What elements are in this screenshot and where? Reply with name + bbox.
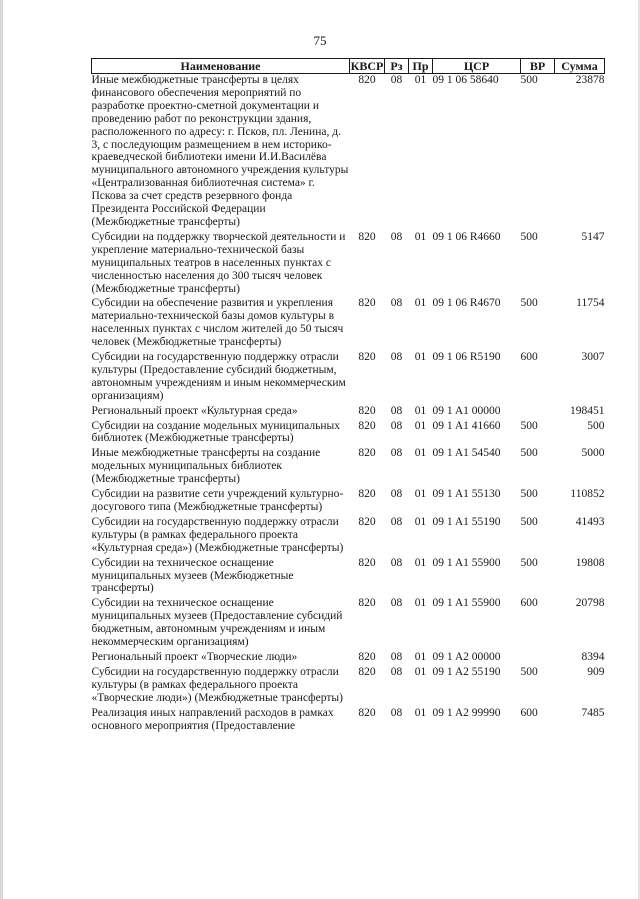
row-kvsr: 820 [358, 419, 376, 432]
row-sum: 7485 [581, 706, 605, 719]
row-name: Субсидии на техническое оснащение муниципальных музеев (Предоставление субсидий бюджетным, автономным учреждениям и иным некоммерческим организациям) [91, 597, 343, 649]
row-sum: 5147 [581, 230, 605, 243]
row-rz: 08 [390, 419, 403, 432]
row-rz: 08 [390, 650, 403, 663]
row-vr [521, 405, 555, 420]
row-sum: 3007 [581, 351, 605, 364]
header-name: Наименование [92, 59, 350, 74]
row-pr: 01 [414, 297, 427, 310]
row-name: Реализация иных направлений расходов в рамках основного мероприятия (Предоставление [91, 706, 334, 732]
row-pr: 01 [414, 230, 427, 243]
row-name: Субсидии на создание модельных муниципальных библиотек (Межбюджетные трансферты) [91, 419, 340, 445]
row-csr: 09 1 A1 55900 [432, 556, 501, 569]
row-csr: 09 1 06 R4660 [432, 230, 501, 243]
row-sum: 909 [587, 665, 605, 678]
row-name: Субсидии на государственную поддержку отрасли культуры (в рамках федерального проекта «Творческие люди») (Межбюджетные трансферты) [91, 665, 343, 704]
table-row [92, 516, 605, 557]
row-kvsr: 820 [358, 515, 376, 528]
row-vr: 600 [520, 351, 538, 364]
header-pr: Пр [409, 59, 433, 74]
row-name: Иные межбюджетные трансферты на создание модельных муниципальных библиотек (Межбюджетные трансферты) [91, 447, 321, 486]
row-rz: 08 [390, 515, 403, 528]
row-sum: 11754 [576, 297, 605, 310]
row-vr: 500 [520, 419, 538, 432]
row-csr: 09 1 A1 00000 [432, 404, 501, 417]
row-csr: 09 1 A2 99990 [432, 706, 501, 719]
row-kvsr: 820 [358, 74, 376, 86]
row-name: Субсидии на поддержку творческой деятельности и укрепление материально-технической базы муниципальных театров в населенных пунктах с численностью населения до 300 тысяч человек (Межбюджетные трансферты) [91, 230, 346, 295]
row-vr: 500 [520, 515, 538, 528]
row-kvsr: 820 [358, 665, 376, 678]
row-sum: 110852 [570, 488, 605, 501]
row-kvsr: 820 [358, 230, 376, 243]
row-csr: 09 1 A1 55190 [432, 515, 501, 528]
row-kvsr: 820 [358, 597, 376, 610]
row-rz: 08 [390, 665, 403, 678]
table-row [92, 405, 605, 420]
row-name: Субсидии на техническое оснащение муниципальных музеев (Межбюджетные трансферты) [91, 556, 294, 595]
row-rz: 08 [390, 74, 403, 86]
row-rz: 08 [390, 556, 403, 569]
row-vr: 600 [520, 706, 538, 719]
header-csr: ЦСР [433, 59, 521, 74]
row-sum: 8394 [581, 650, 605, 663]
header-rz: Рз [385, 59, 409, 74]
row-sum: 23878 [575, 74, 605, 86]
row-pr: 01 [414, 706, 427, 719]
row-rz: 08 [390, 447, 403, 460]
row-csr: 09 1 06 R4670 [432, 297, 501, 310]
row-sum: 198451 [570, 404, 605, 417]
row-kvsr: 820 [358, 447, 376, 460]
row-csr: 09 1 A1 41660 [432, 419, 501, 432]
row-pr: 01 [414, 597, 427, 610]
page-number: 75 [313, 33, 327, 48]
row-vr: 500 [520, 297, 538, 310]
table-row [92, 666, 605, 707]
row-name: Субсидии на государственную поддержку отрасли культуры (в рамках федерального проекта «Культурная среда») (Межбюджетные трансферты) [91, 515, 344, 554]
row-kvsr: 820 [358, 706, 376, 719]
row-csr: 09 1 A1 55900 [432, 597, 501, 610]
row-vr: 500 [520, 447, 538, 460]
row-kvsr: 820 [358, 351, 376, 364]
row-pr: 01 [414, 351, 427, 364]
row-name: Субсидии на государственную поддержку отрасли культуры (Предоставление субсидий бюджетным, автономным учреждениям и иным некоммерческим организациям) [91, 351, 346, 402]
row-vr [521, 651, 555, 666]
row-sum: 41493 [575, 515, 605, 528]
row-sum: 20798 [575, 597, 605, 610]
row-kvsr: 820 [358, 297, 376, 310]
row-kvsr: 820 [358, 650, 376, 663]
row-csr: 09 1 A2 55190 [432, 665, 501, 678]
row-pr: 01 [414, 556, 427, 569]
row-vr: 600 [520, 597, 538, 610]
row-name: Иные межбюджетные трансферты в целях финансового обеспечения мероприятий по разработке проектно-сметной документации и проведению работ по реконструкции здания, расположенного по адресу: г. Псков, пл. Ленина, д. 3, с последующим размещением в нем историко-краеведческой библиотеки имени И.И.Василёва муниципального автономного учреждения культуры «Централизованная библиотечная система» г. Пскова за счет средств резервного фонда Президента Российской Федерации (Межбюджетные трансферты) [91, 74, 349, 228]
row-sum: 5000 [581, 447, 605, 460]
row-csr: 09 1 A2 00000 [432, 650, 501, 663]
row-rz: 08 [390, 706, 403, 719]
row-name: Региональный проект «Творческие люди» [91, 650, 298, 663]
row-kvsr: 820 [358, 556, 376, 569]
table-row [92, 557, 605, 598]
table-header-row [92, 59, 605, 74]
budget-table [91, 58, 605, 734]
table-row [92, 351, 605, 405]
row-name: Региональный проект «Культурная среда» [91, 404, 298, 417]
row-kvsr: 820 [358, 404, 376, 417]
table-row [92, 651, 605, 666]
row-pr: 01 [414, 665, 427, 678]
table-row [92, 488, 605, 516]
row-sum: 500 [587, 419, 605, 432]
row-name: Субсидии на развитие сети учреждений культурно-досугового типа (Межбюджетные трансферты) [91, 488, 344, 513]
row-vr: 500 [520, 230, 538, 243]
table-row [92, 707, 605, 735]
scan-edge-left [0, 0, 3, 899]
row-csr: 09 1 A1 54540 [432, 447, 501, 460]
row-rz: 08 [390, 597, 403, 610]
table-row [92, 297, 605, 351]
header-vr: ВР [521, 59, 555, 74]
row-pr: 01 [414, 74, 427, 86]
row-vr: 500 [520, 488, 538, 501]
table-row [92, 231, 605, 298]
row-rz: 08 [390, 351, 403, 364]
row-vr: 500 [520, 665, 538, 678]
row-pr: 01 [414, 404, 427, 417]
table-row [92, 420, 605, 448]
row-pr: 01 [414, 515, 427, 528]
row-csr: 09 1 A1 55130 [432, 488, 501, 501]
row-kvsr: 820 [358, 488, 376, 501]
table-row [92, 597, 605, 651]
row-vr: 500 [520, 556, 538, 569]
row-sum: 19808 [575, 556, 605, 569]
row-csr: 09 1 06 58640 [432, 74, 499, 86]
row-rz: 08 [390, 404, 403, 417]
table-row [92, 447, 605, 488]
table-row [92, 74, 605, 231]
row-pr: 01 [414, 650, 427, 663]
header-kvsr: КВСР [350, 58, 384, 73]
row-pr: 01 [414, 488, 427, 501]
row-name: Субсидии на обеспечение развития и укрепления материально-технической базы домов культуры в населенных пунктах с числом жителей до 50 тысяч человек (Межбюджетные трансферты) [91, 297, 344, 349]
header-sum: Сумма [555, 59, 605, 74]
row-rz: 08 [390, 230, 403, 243]
row-csr: 09 1 06 R5190 [432, 351, 501, 364]
row-rz: 08 [390, 297, 403, 310]
row-pr: 01 [414, 447, 427, 460]
row-vr: 500 [520, 74, 538, 86]
row-rz: 08 [390, 488, 403, 501]
row-pr: 01 [414, 419, 427, 432]
